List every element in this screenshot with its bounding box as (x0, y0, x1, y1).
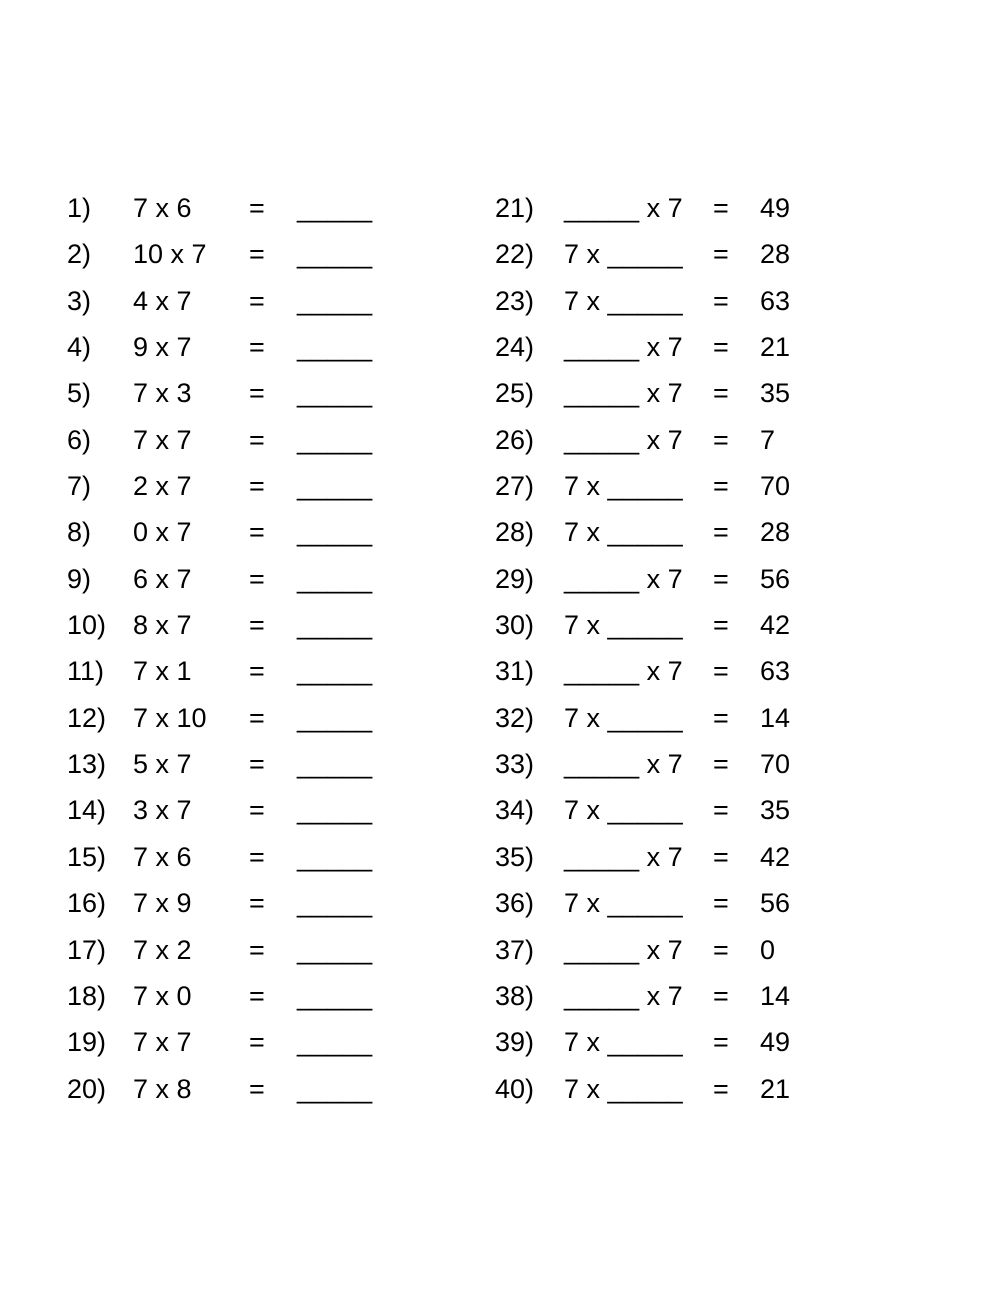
problem-number: 3) (67, 285, 92, 316)
problem-number: 18) (67, 980, 107, 1011)
problem-expression: 5 x 7 (133, 749, 192, 780)
equals-sign: = (713, 193, 729, 223)
problem-number: 24) (495, 332, 535, 363)
equals-sign: = (713, 471, 729, 502)
problem-number: 6) (67, 424, 92, 455)
product-value: 49 (760, 193, 791, 223)
equals-sign: = (249, 841, 265, 872)
product-value: 56 (760, 888, 791, 919)
equals-sign: = (713, 563, 729, 594)
problem-expression[interactable]: _____ x 7 (564, 424, 683, 455)
answer-blank[interactable]: _____ (297, 424, 373, 455)
equals-sign: = (249, 285, 265, 316)
problem-row (0, 602, 1000, 648)
problem-expression: 7 x 3 (133, 378, 192, 409)
equals-sign: = (249, 563, 265, 594)
problem-row (0, 927, 1000, 973)
problem-row (0, 741, 1000, 787)
problem-expression: 7 x 8 (133, 1073, 192, 1104)
answer-blank[interactable]: _____ (297, 471, 373, 502)
equals-sign: = (713, 1073, 729, 1104)
problem-row (0, 463, 1000, 509)
problem-expression: 7 x 6 (133, 193, 192, 223)
equals-sign: = (249, 749, 265, 780)
problem-row (0, 1066, 1000, 1112)
problem-expression: 8 x 7 (133, 610, 192, 641)
equals-sign: = (713, 424, 729, 455)
problem-expression: 7 x 7 (133, 424, 192, 455)
equals-sign: = (249, 888, 265, 919)
problem-row (0, 370, 1000, 416)
equals-sign: = (713, 656, 729, 687)
equals-sign: = (713, 980, 729, 1011)
answer-blank[interactable]: _____ (297, 1027, 373, 1058)
answer-blank[interactable]: _____ (297, 656, 373, 687)
problem-number: 35) (495, 841, 535, 872)
problem-row (0, 556, 1000, 602)
problem-number: 20) (67, 1073, 107, 1104)
answer-blank[interactable]: _____ (297, 332, 373, 363)
equals-sign: = (713, 841, 729, 872)
problem-expression[interactable]: _____ x 7 (564, 193, 683, 223)
equals-sign: = (713, 934, 729, 965)
problem-expression: 7 x 1 (133, 656, 192, 687)
problem-number: 31) (495, 656, 535, 687)
problem-row (0, 787, 1000, 833)
problem-row (0, 973, 1000, 1019)
problem-expression: 7 x 6 (133, 841, 192, 872)
problem-expression: 2 x 7 (133, 471, 192, 502)
equals-sign: = (713, 1027, 729, 1058)
product-value: 63 (760, 285, 791, 316)
equals-sign: = (713, 610, 729, 641)
problem-expression[interactable]: _____ x 7 (564, 563, 683, 594)
problem-expression: 7 x 2 (133, 934, 192, 965)
problem-expression: 7 x 0 (133, 980, 192, 1011)
problem-number: 22) (495, 239, 535, 270)
product-value: 56 (760, 563, 791, 594)
problem-expression[interactable]: _____ x 7 (564, 934, 683, 965)
problem-number: 26) (495, 424, 535, 455)
problem-number: 5) (67, 378, 92, 409)
equals-sign: = (713, 285, 729, 316)
answer-blank[interactable]: _____ (297, 702, 373, 733)
equals-sign: = (249, 517, 265, 548)
problem-expression[interactable]: _____ x 7 (564, 656, 683, 687)
problem-expression[interactable]: 7 x _____ (564, 517, 683, 548)
product-value: 7 (760, 424, 776, 455)
equals-sign: = (249, 1027, 265, 1058)
product-value: 14 (760, 702, 791, 733)
equals-sign: = (713, 517, 729, 548)
answer-blank[interactable]: _____ (297, 749, 373, 780)
equals-sign: = (249, 795, 265, 826)
problem-expression[interactable]: _____ x 7 (564, 332, 683, 363)
answer-blank[interactable]: _____ (297, 378, 373, 409)
equals-sign: = (249, 239, 265, 270)
equals-sign: = (249, 934, 265, 965)
product-value: 0 (760, 934, 776, 965)
problem-number: 23) (495, 285, 535, 316)
problem-row (0, 880, 1000, 926)
product-value: 49 (760, 1027, 791, 1058)
equals-sign: = (249, 610, 265, 641)
answer-blank[interactable]: _____ (297, 888, 373, 919)
equals-sign: = (249, 702, 265, 733)
answer-blank[interactable]: _____ (297, 285, 373, 316)
product-value: 21 (760, 332, 791, 363)
product-value: 42 (760, 610, 791, 641)
problem-number: 4) (67, 332, 92, 363)
problem-row (0, 417, 1000, 463)
equals-sign: = (249, 1073, 265, 1104)
product-value: 63 (760, 656, 791, 687)
answer-blank[interactable]: _____ (297, 980, 373, 1011)
equals-sign: = (713, 702, 729, 733)
problem-expression[interactable]: 7 x _____ (564, 888, 683, 919)
product-value: 70 (760, 749, 791, 780)
problem-number: 33) (495, 749, 535, 780)
problem-number: 37) (495, 934, 535, 965)
product-value: 28 (760, 239, 791, 270)
equals-sign: = (249, 332, 265, 363)
problem-number: 34) (495, 795, 535, 826)
problem-expression[interactable]: 7 x _____ (564, 285, 683, 316)
problem-row (0, 1019, 1000, 1065)
problem-expression[interactable]: 7 x _____ (564, 1027, 683, 1058)
answer-blank[interactable]: _____ (297, 934, 373, 965)
problem-number: 1) (67, 193, 92, 223)
problem-expression[interactable]: 7 x _____ (564, 1073, 683, 1104)
answer-blank[interactable]: _____ (297, 610, 373, 641)
problem-row (0, 185, 1000, 231)
problem-expression: 3 x 7 (133, 795, 192, 826)
problem-number: 38) (495, 980, 535, 1011)
equals-sign: = (249, 656, 265, 687)
problem-expression: 4 x 7 (133, 285, 192, 316)
problem-number: 12) (67, 702, 107, 733)
problem-expression: 9 x 7 (133, 332, 192, 363)
problem-expression[interactable]: _____ x 7 (564, 378, 683, 409)
problem-expression[interactable]: _____ x 7 (564, 841, 683, 872)
problem-expression: 10 x 7 (133, 239, 207, 270)
equals-sign: = (713, 795, 729, 826)
problem-number: 32) (495, 702, 535, 733)
problem-expression: 6 x 7 (133, 563, 192, 594)
problem-expression[interactable]: 7 x _____ (564, 795, 683, 826)
equals-sign: = (249, 378, 265, 409)
problem-expression: 7 x 10 (133, 702, 207, 733)
problem-expression[interactable]: 7 x _____ (564, 610, 683, 641)
problem-expression[interactable]: 7 x _____ (564, 239, 683, 270)
problem-number: 19) (67, 1027, 107, 1058)
answer-blank[interactable]: _____ (297, 795, 373, 826)
problem-expression: 0 x 7 (133, 517, 192, 548)
product-value: 21 (760, 1073, 791, 1104)
problem-expression: 7 x 9 (133, 888, 192, 919)
product-value: 70 (760, 471, 791, 502)
problem-row (0, 509, 1000, 555)
problem-number: 25) (495, 378, 535, 409)
problem-row (0, 695, 1000, 741)
problem-expression[interactable]: _____ x 7 (564, 749, 683, 780)
problem-number: 11) (67, 656, 105, 687)
problem-expression[interactable]: 7 x _____ (564, 702, 683, 733)
problem-expression[interactable]: _____ x 7 (564, 980, 683, 1011)
right-problem-column (0, 185, 1000, 1112)
problem-row (0, 648, 1000, 694)
equals-sign: = (713, 239, 729, 270)
problem-number: 21) (495, 193, 535, 223)
problem-number: 2) (67, 239, 92, 270)
problem-number: 39) (495, 1027, 535, 1058)
problem-number: 7) (67, 471, 92, 502)
problem-expression[interactable]: 7 x _____ (564, 471, 683, 502)
product-value: 42 (760, 841, 791, 872)
problem-number: 28) (495, 517, 535, 548)
problem-number: 27) (495, 471, 535, 502)
answer-blank[interactable]: _____ (297, 193, 373, 223)
problem-number: 36) (495, 888, 535, 919)
problem-number: 9) (67, 563, 92, 594)
problem-row (0, 834, 1000, 880)
problem-number: 15) (67, 841, 107, 872)
problem-number: 10) (67, 610, 107, 641)
product-value: 35 (760, 795, 791, 826)
problem-number: 29) (495, 563, 535, 594)
answer-blank[interactable]: _____ (297, 841, 373, 872)
answer-blank[interactable]: _____ (297, 239, 373, 270)
problem-number: 30) (495, 610, 535, 641)
answer-blank[interactable]: _____ (297, 517, 373, 548)
equals-sign: = (249, 424, 265, 455)
problem-row (0, 278, 1000, 324)
product-value: 14 (760, 980, 791, 1011)
problem-number: 14) (67, 795, 107, 826)
problem-row (0, 231, 1000, 277)
problem-number: 40) (495, 1073, 535, 1104)
problem-row (0, 324, 1000, 370)
product-value: 28 (760, 517, 791, 548)
problem-number: 17) (67, 934, 107, 965)
equals-sign: = (249, 980, 265, 1011)
answer-blank[interactable]: _____ (297, 563, 373, 594)
equals-sign: = (713, 332, 729, 363)
product-value: 35 (760, 378, 791, 409)
problem-number: 13) (67, 749, 107, 780)
problem-expression: 7 x 7 (133, 1027, 192, 1058)
equals-sign: = (249, 471, 265, 502)
problem-number: 8) (67, 517, 92, 548)
answer-blank[interactable]: _____ (297, 1073, 373, 1104)
equals-sign: = (249, 193, 265, 223)
equals-sign: = (713, 888, 729, 919)
problem-number: 16) (67, 888, 107, 919)
equals-sign: = (713, 749, 729, 780)
equals-sign: = (713, 378, 729, 409)
